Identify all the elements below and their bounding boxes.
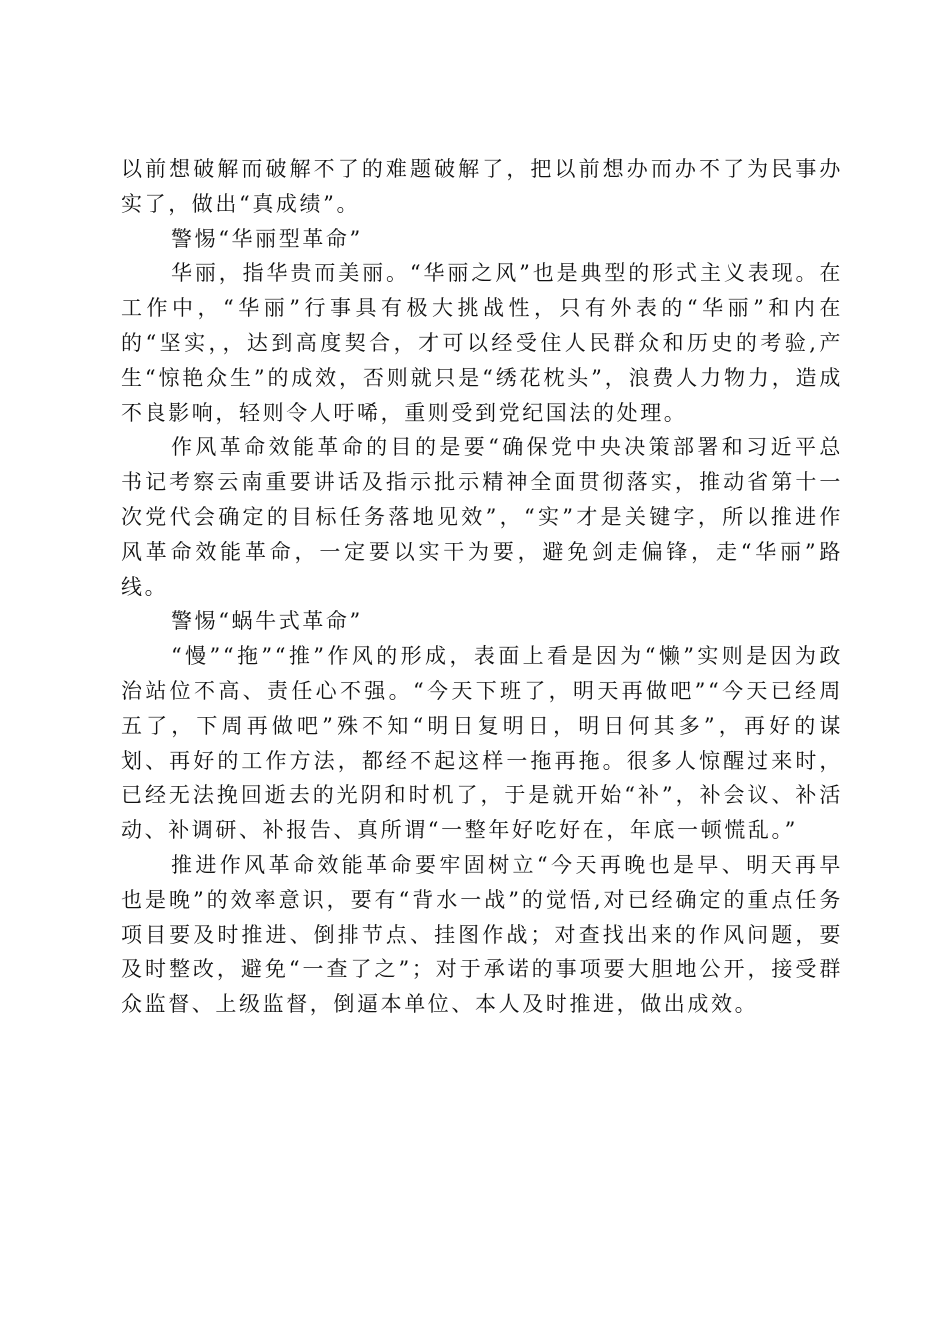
paragraph-woniu-remedy: 推进作风革命效能革命要牢固树立“今天再晚也是早、明天再早也是晚”的效率意识，要有“背水一战”的觉悟,对已经确定的重点任务项目要及时推进、倒排节点、挂图作战；对查找出来的作风问题，要及时整改，避免“一查了之”；对于承诺的事项要大胆地公开，接受群众监督、上级监督，倒逼本单位、本人及时推进，做出成效。: [121, 852, 843, 1017]
paragraph-continued: 以前想破解而破解不了的难题破解了，把以前想办而办不了为民事办实了，做出“真成绩”。: [121, 157, 843, 216]
paragraph-huali-purpose: 作风革命效能革命的目的是要“确保党中央决策部署和习近平总书记考察云南重要讲话及指示批示精神全面贯彻落实，推动省第十一次党代会确定的目标任务落地见效”，“实”才是关键字，所以推进作风革命效能革命，一定要以实干为要，避免剑走偏锋，走“华丽”路线。: [121, 435, 843, 599]
section-heading-woniu: 警惕“蜗牛式革命”: [171, 609, 363, 634]
paragraph-huali-definition: 华丽，指华贵而美丽。“华丽之风”也是典型的形式主义表现。在工作中，“华丽”行事具有极大挑战性，只有外表的“华丽”和内在的“坚实，，达到高度契合，才可以经受住人民群众和历史的考验,产生“惊艳众生”的成效，否则就只是“绣花枕头”，浪费人力物力，造成不良影响，轻则令人吁唏，重则受到党纪国法的处理。: [121, 261, 843, 425]
section-heading-huali: 警惕“华丽型革命”: [171, 226, 363, 251]
document-body: [121, 152, 843, 1022]
paragraph-woniu-causes: “慢”“拖”“推”作风的形成，表面上看是因为“懒”实则是因为政治站位不高、责任心不强。“今天下班了，明天再做吧”“今天已经周五了，下周再做吧”殊不知“明日复明日，明日何其多”，再好的谋划、再好的工作方法，都经不起这样一拖再拖。很多人惊醒过来时，已经无法挽回逝去的光阴和时机了，于是就开始“补”，补会议、补活动、补调研、补报告、真所谓“一整年好吃好在，年底一顿慌乱。”: [121, 644, 843, 843]
